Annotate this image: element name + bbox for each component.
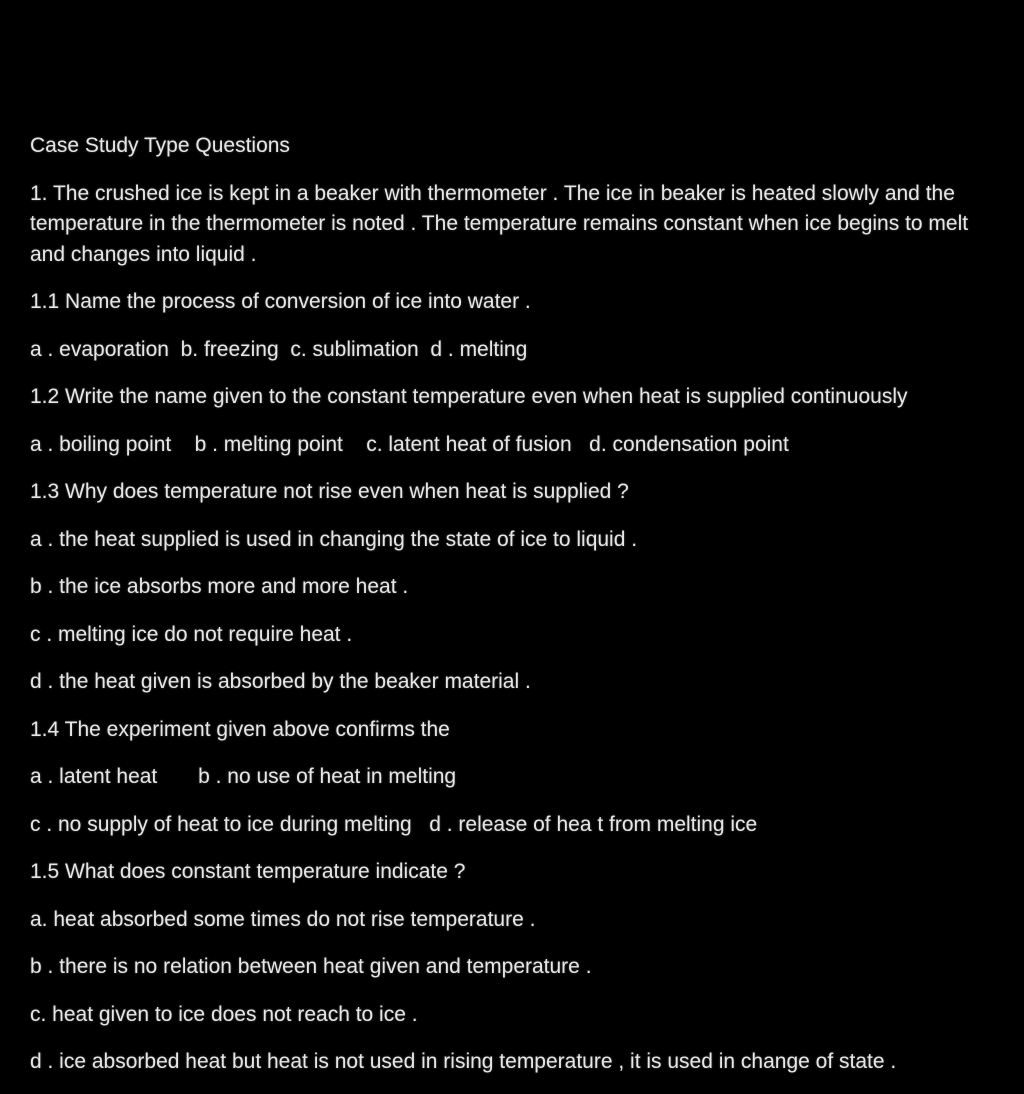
option-line: a . the heat supplied is used in changing the state of ice to liquid . [30, 527, 638, 551]
option-line: c. heat given to ice does not reach to ice . [30, 1002, 418, 1026]
question-text: 1.1 Name the process of conversion of ice into water . [30, 290, 531, 313]
option-line: a . evaporation b. freezing c. sublimation d . melting [30, 337, 528, 361]
option-line: b . the ice absorbs more and more heat . [30, 575, 409, 598]
question-text: 1.2 Write the name given to the constant temperature even when heat is supplied continuously [30, 385, 908, 408]
option-line: a . latent heat b . no use of heat in melting [30, 765, 457, 788]
intro-paragraph: 1. The crushed ice is kept in a beaker with thermometer . The ice in beaker is heated slowly and the temperature in the thermometer is noted . The temperature remains constant when ice begins to melt and changes into liquid . [30, 181, 974, 266]
question-block-1.1 [30, 287, 1000, 365]
question-block-1.3 [30, 477, 1000, 698]
question-block-1.4 [30, 715, 1000, 841]
question-text: 1.5 What does constant temperature indicate ? [30, 860, 466, 883]
option-line: c . melting ice do not require heat . [30, 622, 353, 646]
option-line: d . ice absorbed heat but heat is not used in rising temperature , it is used in change of state . [30, 1050, 897, 1073]
question-block-1.5 [30, 857, 1000, 1078]
option-line: a. heat absorbed some times do not rise temperature . [30, 907, 536, 931]
questions-list [30, 287, 1000, 1078]
question-text: 1.4 The experiment given above confirms the [30, 717, 450, 741]
question-text: 1.3 Why does temperature not rise even when heat is supplied ? [30, 480, 629, 503]
question-block-1.2 [30, 382, 1000, 460]
page-title: Case Study Type Questions [30, 134, 290, 157]
option-line: b . there is no relation between heat given and temperature . [30, 955, 592, 978]
option-line: c . no supply of heat to ice during melting d . release of hea t from melting ice [30, 812, 758, 836]
option-line: d . the heat given is absorbed by the beaker material . [30, 670, 531, 693]
option-line: a . boiling point b . melting point c. latent heat of fusion d. condensation point [30, 432, 789, 456]
